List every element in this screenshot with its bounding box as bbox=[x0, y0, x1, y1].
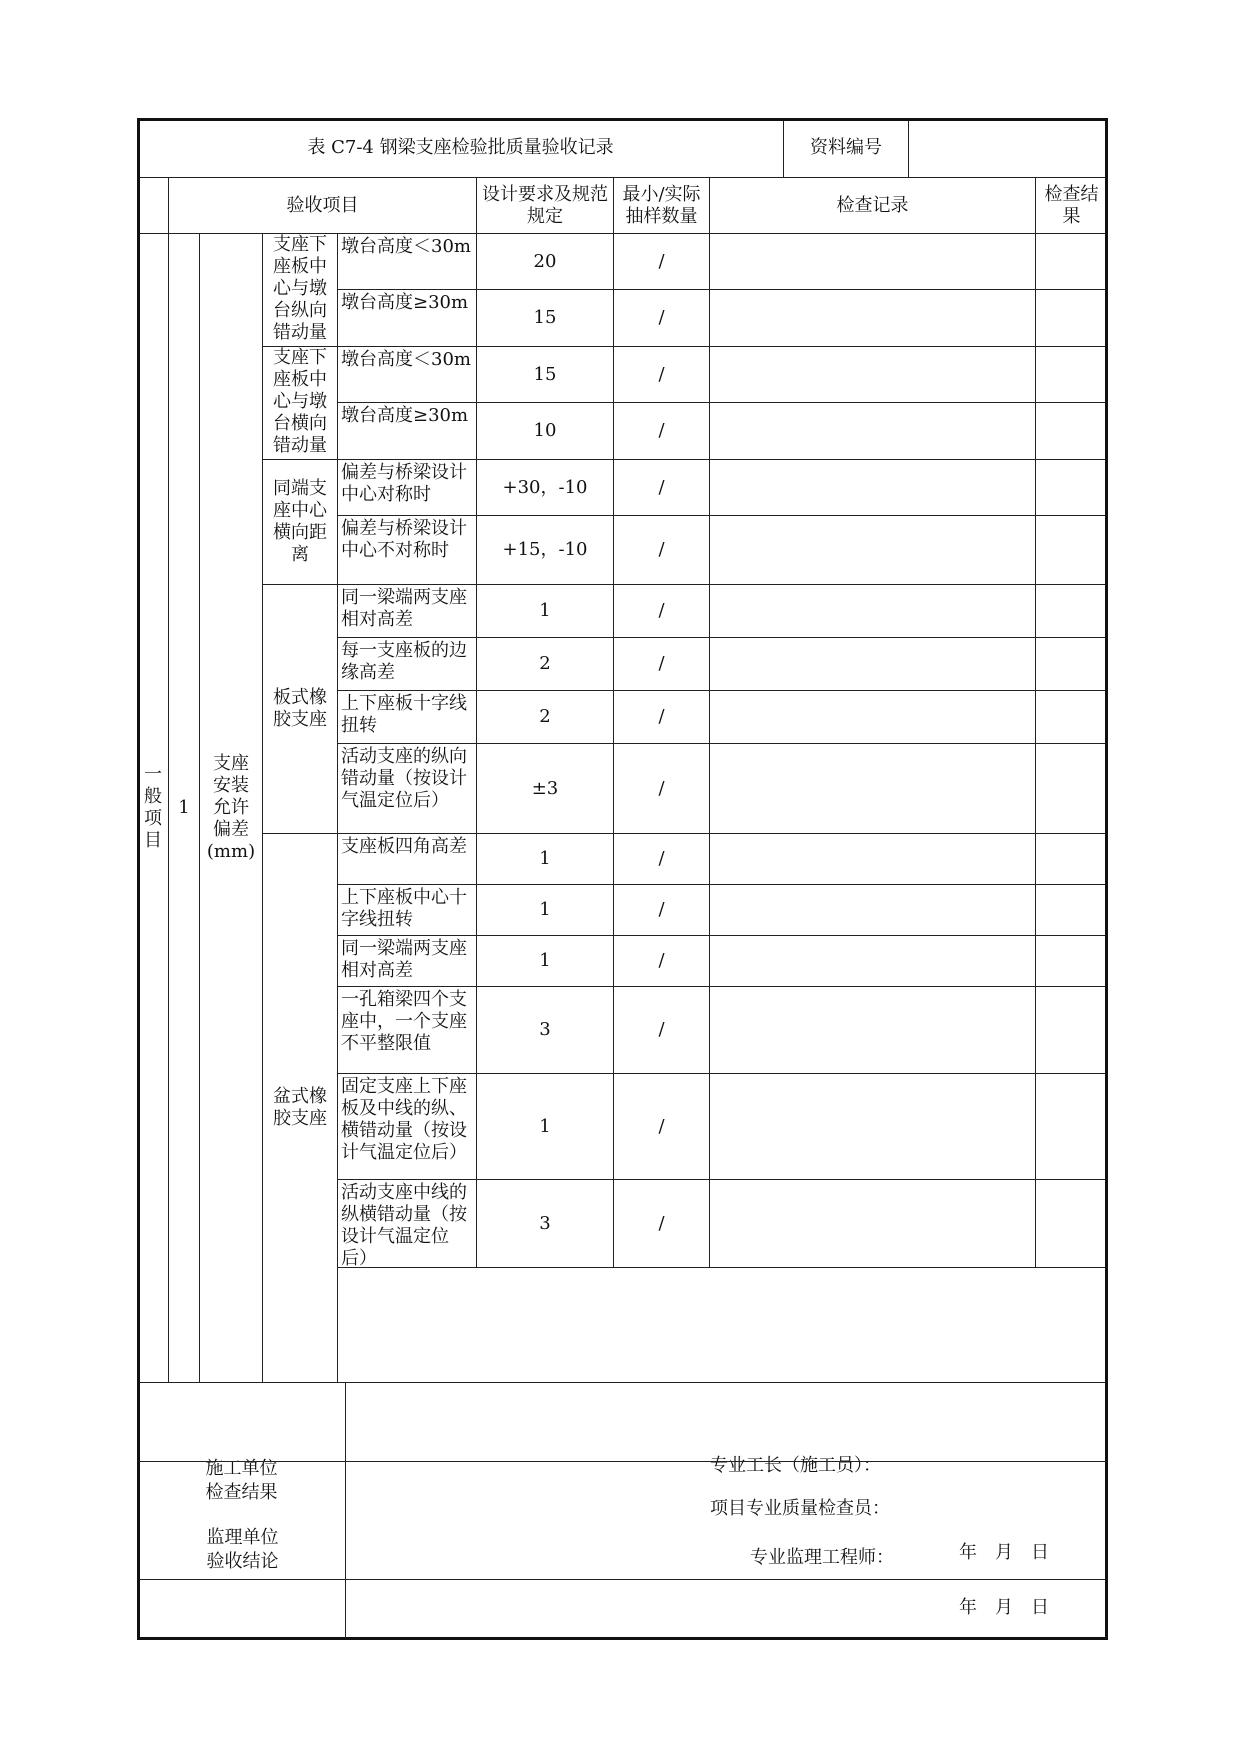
row-inspection-record[interactable] bbox=[709, 1179, 1036, 1268]
row-design-value: 2 bbox=[476, 637, 614, 691]
row-inspection-result[interactable] bbox=[1035, 459, 1108, 516]
row-inspection-result[interactable] bbox=[1035, 515, 1108, 585]
row-sample-count: / bbox=[613, 402, 710, 460]
row-design-value: 20 bbox=[476, 233, 614, 290]
row-item-label: 活动支座中线的纵横错动量（按设计气温定位后） bbox=[337, 1179, 477, 1268]
group-transverse-offset: 支座下座板中心与墩台横向错动量 bbox=[262, 346, 338, 460]
row-design-value: 1 bbox=[476, 1073, 614, 1180]
row-inspection-result[interactable] bbox=[1035, 233, 1108, 290]
doc-number-label: 资料编号 bbox=[783, 118, 909, 178]
row-inspection-result[interactable] bbox=[1035, 289, 1108, 347]
row-sample-count: / bbox=[613, 690, 710, 744]
form-title: 表 C7-4 钢梁支座检验批质量验收记录 bbox=[137, 118, 784, 178]
row-sample-count: / bbox=[613, 233, 710, 290]
row-inspection-record[interactable] bbox=[709, 515, 1036, 585]
row-item-label: 上下座板中心十字线扭转 bbox=[337, 884, 477, 936]
row-item-label: 墩台高度≥30m bbox=[337, 289, 477, 347]
foreman-signature-label: 专业工长（施工员）： bbox=[710, 1455, 881, 1476]
row-item-label: 支座板四角高差 bbox=[337, 833, 477, 885]
row-item-label: 墩台高度≥30m bbox=[337, 402, 477, 460]
row-inspection-result[interactable] bbox=[1035, 402, 1108, 460]
row-design-value: 1 bbox=[476, 833, 614, 885]
row-sample-count: / bbox=[613, 346, 710, 403]
row-inspection-result[interactable] bbox=[1035, 833, 1108, 885]
row-item-label: 每一支座板的边缘高差 bbox=[337, 637, 477, 691]
row-inspection-record[interactable] bbox=[709, 402, 1036, 460]
row-item-label: 固定支座上下座板及中线的纵、横错动量（按设计气温定位后） bbox=[337, 1073, 477, 1180]
header-inspection-result: 检查结果 bbox=[1035, 177, 1108, 234]
row-item-label: 偏差与桥梁设计中心不对称时 bbox=[337, 515, 477, 585]
row-inspection-record[interactable] bbox=[709, 743, 1036, 834]
row-inspection-record[interactable] bbox=[709, 884, 1036, 936]
row-sample-count: / bbox=[613, 884, 710, 936]
item-number: 1 bbox=[168, 233, 200, 1383]
row-design-value: 15 bbox=[476, 346, 614, 403]
row-sample-count: / bbox=[613, 1179, 710, 1268]
row-inspection-record[interactable] bbox=[709, 833, 1036, 885]
row-inspection-result[interactable] bbox=[1035, 584, 1108, 638]
row-design-value: +15，-10 bbox=[476, 515, 614, 585]
row-item-label: 一孔箱梁四个支座中，一个支座不平整限值 bbox=[337, 986, 477, 1074]
row-inspection-record[interactable] bbox=[709, 690, 1036, 744]
row-design-value: 1 bbox=[476, 884, 614, 936]
row-sample-count: / bbox=[613, 1073, 710, 1180]
row-design-value: 10 bbox=[476, 402, 614, 460]
quality-inspector-signature-label: 项目专业质量检查员： bbox=[710, 1498, 890, 1519]
row-design-value: 1 bbox=[476, 935, 614, 987]
row-item-label: 同一梁端两支座相对高差 bbox=[337, 935, 477, 987]
supervision-block bbox=[137, 1461, 1108, 1640]
row-inspection-record[interactable] bbox=[709, 233, 1036, 290]
row-item-label: 偏差与桥梁设计中心对称时 bbox=[337, 459, 477, 516]
supervision-unit-label-cell: 监理单位验收结论 bbox=[137, 1461, 346, 1640]
category-general-items: 一般项目 bbox=[137, 233, 169, 1383]
row-sample-count: / bbox=[613, 986, 710, 1074]
header-sample-count: 最小/实际抽样数量 bbox=[613, 177, 710, 234]
row-item-label: 墩台高度＜30m bbox=[337, 346, 477, 403]
row-sample-count: / bbox=[613, 935, 710, 987]
row-inspection-result[interactable] bbox=[1035, 986, 1108, 1074]
construction-date: 年 月 日 bbox=[959, 1542, 1049, 1563]
row-item-label: 上下座板十字线扭转 bbox=[337, 690, 477, 744]
doc-number-field[interactable] bbox=[908, 118, 1108, 178]
row-design-value: ±3 bbox=[476, 743, 614, 834]
supervision-engineer-signature-label: 专业监理工程师： bbox=[750, 1547, 894, 1568]
header-category-blank bbox=[137, 177, 169, 234]
group-longitudinal-offset: 支座下座板中心与墩台纵向错动量 bbox=[262, 233, 338, 347]
header-design-requirement: 设计要求及规范规定 bbox=[476, 177, 614, 234]
row-inspection-result[interactable] bbox=[1035, 1179, 1108, 1268]
item-name: 支座安装允许偏差(mm) bbox=[199, 233, 263, 1383]
row-inspection-record[interactable] bbox=[709, 1073, 1036, 1180]
row-design-value: 3 bbox=[476, 1179, 614, 1268]
row-sample-count: / bbox=[613, 637, 710, 691]
row-inspection-record[interactable] bbox=[709, 986, 1036, 1074]
group-pot-rubber-bearing: 盆式橡胶支座 bbox=[262, 833, 338, 1383]
row-item-label: 同一梁端两支座相对高差 bbox=[337, 584, 477, 638]
row-inspection-record[interactable] bbox=[709, 289, 1036, 347]
header-acceptance-item: 验收项目 bbox=[168, 177, 477, 234]
group-same-end-distance: 同端支座中心横向距离 bbox=[262, 459, 338, 585]
row-sample-count: / bbox=[613, 584, 710, 638]
acceptance-record-sheet bbox=[137, 118, 1108, 1640]
row-design-value: 15 bbox=[476, 289, 614, 347]
row-inspection-result[interactable] bbox=[1035, 690, 1108, 744]
group-laminated-rubber-bearing: 板式橡胶支座 bbox=[262, 584, 338, 834]
row-item-label: 墩台高度＜30m bbox=[337, 233, 477, 290]
row-design-value: 1 bbox=[476, 584, 614, 638]
row-item-label: 活动支座的纵向错动量（按设计气温定位后） bbox=[337, 743, 477, 834]
row-inspection-record[interactable] bbox=[709, 459, 1036, 516]
row-inspection-record[interactable] bbox=[709, 584, 1036, 638]
row-inspection-record[interactable] bbox=[709, 346, 1036, 403]
row-inspection-result[interactable] bbox=[1035, 884, 1108, 936]
row-sample-count: / bbox=[613, 743, 710, 834]
row-design-value: +30，-10 bbox=[476, 459, 614, 516]
row-inspection-result[interactable] bbox=[1035, 346, 1108, 403]
row-sample-count: / bbox=[613, 833, 710, 885]
row-inspection-result[interactable] bbox=[1035, 1073, 1108, 1180]
row-inspection-result[interactable] bbox=[1035, 637, 1108, 691]
construction-unit-label: 施工单位检查结果 bbox=[137, 1382, 346, 1580]
row-design-value: 3 bbox=[476, 986, 614, 1074]
row-sample-count: / bbox=[613, 459, 710, 516]
row-inspection-record[interactable] bbox=[709, 935, 1036, 987]
row-inspection-result[interactable] bbox=[1035, 935, 1108, 987]
row-inspection-record[interactable] bbox=[709, 637, 1036, 691]
row-design-value: 2 bbox=[476, 690, 614, 744]
row-inspection-result[interactable] bbox=[1035, 743, 1108, 834]
supervision-date: 年 月 日 bbox=[959, 1597, 1049, 1618]
header-inspection-record: 检查记录 bbox=[709, 177, 1036, 234]
row-sample-count: / bbox=[613, 515, 710, 585]
row-sample-count: / bbox=[613, 289, 710, 347]
